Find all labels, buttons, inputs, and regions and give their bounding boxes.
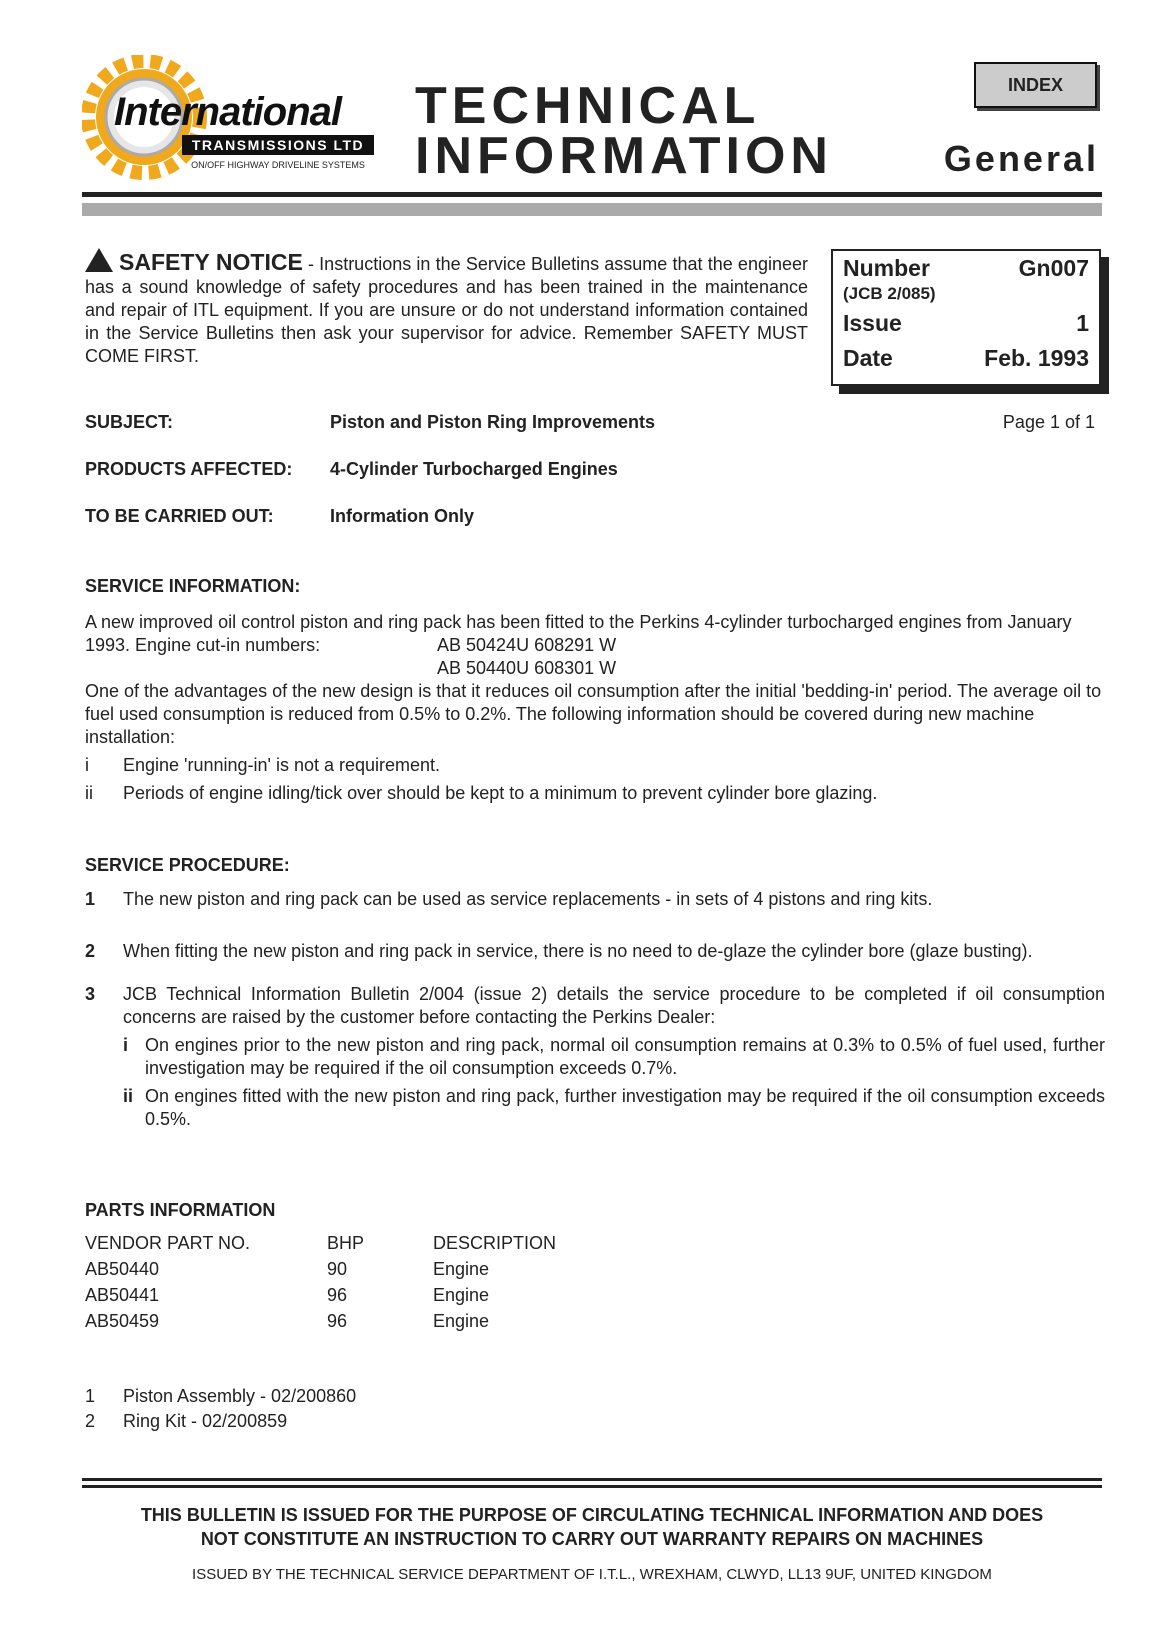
page-number: Page 1 of 1 — [1002, 412, 1095, 432]
service-procedure-body — [85, 888, 1105, 1131]
service-info-body — [85, 611, 1105, 805]
date-label: Date — [843, 345, 893, 371]
carried-out-value: Information Only — [330, 506, 474, 526]
procedure-substep: ii On engines fitted with the new piston and ring pack, further investigation may be required if the oil consumption exceeds 0.5%. — [123, 1086, 1105, 1129]
header-rule — [82, 192, 1102, 197]
header-grey-bar — [82, 203, 1102, 216]
list-item: i Engine 'running-in' is not a requirement. — [85, 755, 441, 775]
parts-notes — [85, 1385, 1105, 1433]
table-row: AB50441 96 Engine — [85, 1285, 490, 1305]
procedure-step-1: 1 The new piston and ring pack can be used as service replacements - in sets of 4 pistons and ring kits. — [85, 889, 933, 909]
bulletin-number: Gn007 — [1018, 255, 1089, 281]
cutin-number-1: AB 50424U 608291 W — [437, 635, 617, 655]
title-line-1: TECHNICAL — [415, 77, 761, 135]
title-line-2: INFORMATION — [415, 127, 833, 185]
safety-text: - Instructions in the Service Bulletins assume that the engineer has a sound knowledge of safety procedures and has been trained in the maintenance and repair of ITL equipment. If you are unsure or do not understand information contained in the Service Bulletins then ask your supervisor for advice. Remember SAFETY MUST COME FIRST. — [85, 254, 808, 366]
bulletin-date: Feb. 1993 — [984, 345, 1089, 371]
service-info-p2: One of the advantages of the new design is that it reduces oil consumption after the initial 'bedding-in' period. The average oil to fuel used consumption is reduced from 0.5% to 0.2%. The following information should be covered during new machine installation: — [85, 681, 1102, 747]
carried-out-label: TO BE CARRIED OUT: — [85, 506, 274, 526]
jcb-reference: (JCB 2/085) — [843, 284, 936, 303]
issued-by: ISSUED BY THE TECHNICAL SERVICE DEPARTMENT OF I.T.L., WREXHAM, CLWYD, LL13 9UF, UNITED KINGDOM — [192, 1566, 992, 1583]
issue-number: 1 — [1076, 310, 1089, 336]
svg-text:International: International — [114, 90, 342, 134]
category-label: General — [943, 138, 1099, 179]
procedure-step-3: 3 JCB Technical Information Bulletin 2/004 (issue 2) details the service procedure to be completed if oil consumption concerns are raised by the customer before contacting the Perkins Dealer: — [85, 984, 1105, 1027]
products-value: 4-Cylinder Turbocharged Engines — [330, 459, 618, 479]
company-logo — [82, 55, 392, 180]
safety-heading: SAFETY NOTICE — [119, 249, 303, 275]
issue-label: Issue — [843, 310, 902, 336]
table-header-row: VENDOR PART NO. BHP DESCRIPTION — [85, 1233, 557, 1253]
list-item: ii Periods of engine idling/tick over should be kept to a minimum to prevent cylinder bore glazing. — [85, 783, 878, 803]
products-label: PRODUCTS AFFECTED: — [85, 459, 293, 479]
cutin-number-2: AB 50440U 608301 W — [437, 658, 617, 678]
parts-table — [85, 1233, 556, 1337]
svg-text:ON/OFF HIGHWAY DRIVELINE SYSTE: ON/OFF HIGHWAY DRIVELINE SYSTEMS — [191, 160, 365, 170]
index-button[interactable]: INDEX — [974, 62, 1097, 108]
warning-icon — [85, 248, 113, 272]
parts-heading: PARTS INFORMATION — [85, 1200, 276, 1220]
disclaimer: THIS BULLETIN IS ISSUED FOR THE PURPOSE OF CIRCULATING TECHNICAL INFORMATION AND DOES NOT CONSTITUTE AN INSTRUCTION TO CARRY OUT WARRANTY REPAIRS ON MACHINES — [140, 1505, 1044, 1549]
procedure-substep: i On engines prior to the new piston and ring pack, normal oil consumption remains at 0.3% to 0.5% of fuel used, further investigation may be required if the oil consumption exceeds 0.7%. — [123, 1035, 1105, 1078]
svg-text:TRANSMISSIONS LTD: TRANSMISSIONS LTD — [191, 137, 365, 153]
list-item: 1 Piston Assembly - 02/200860 — [85, 1386, 357, 1406]
safety-notice — [85, 248, 808, 368]
service-info-p1: A new improved oil control piston and ring pack has been fitted to the Perkins 4-cylinder turbocharged engines from January 1993. Engine cut-in numbers: — [85, 612, 1072, 655]
number-label: Number — [843, 255, 930, 281]
procedure-step-2: 2 When fitting the new piston and ring pack in service, there is no need to de-glaze the cylinder bore (glaze busting). — [85, 941, 1033, 961]
list-item: 2 Ring Kit - 02/200859 — [85, 1411, 288, 1431]
footer-rule — [82, 1478, 1102, 1481]
service-info-heading: SERVICE INFORMATION: — [85, 576, 301, 596]
subject-value: Piston and Piston Ring Improvements — [330, 412, 656, 432]
footer-rule — [82, 1485, 1102, 1488]
table-row: AB50440 90 Engine — [85, 1259, 490, 1279]
bulletin-info-box — [831, 249, 1101, 386]
service-procedure-heading: SERVICE PROCEDURE: — [85, 855, 290, 875]
table-row: AB50459 96 Engine — [85, 1311, 490, 1331]
subject-label: SUBJECT: — [85, 412, 174, 432]
